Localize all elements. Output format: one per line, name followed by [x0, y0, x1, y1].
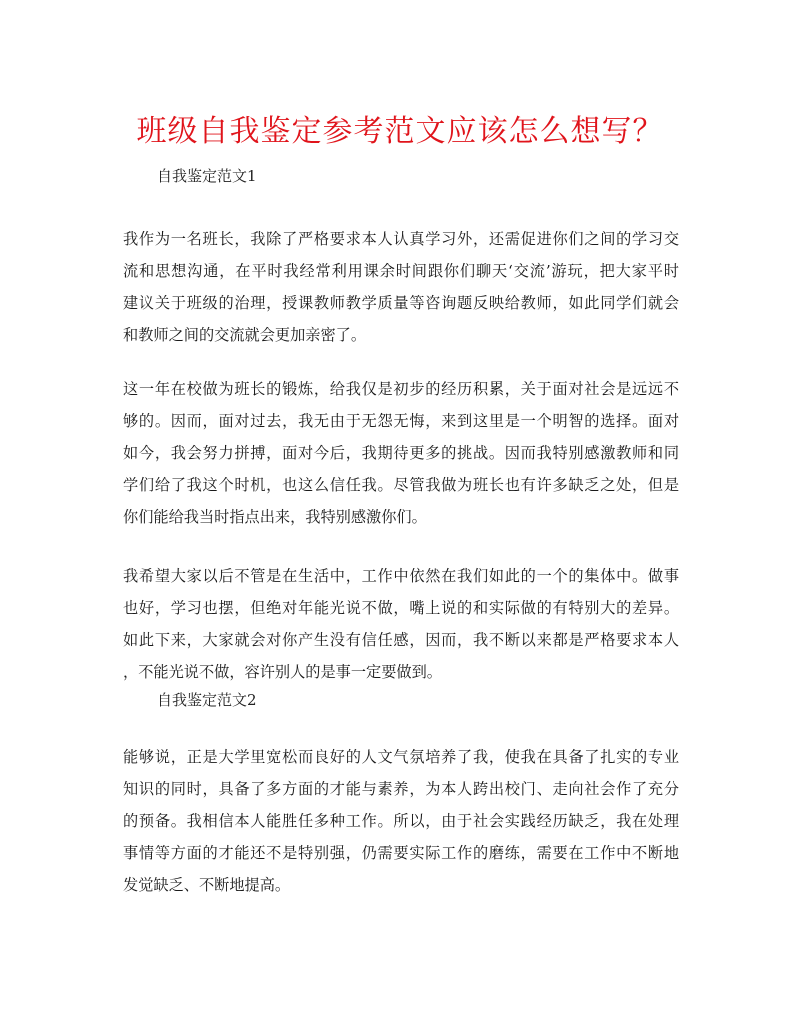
paragraph-line: 也好，学习也摆，但绝对年能光说不做，嘴上说的和实际做的有特别大的差异。 — [123, 599, 679, 617]
paragraph-line: 这一年在校做为班长的锻炼，给我仅是初步的经历积累，关于面对社会是远远不 — [123, 380, 679, 398]
paragraph-line: 够的。因而，面对过去，我无由于无怨无悔，来到这里是一个明智的选择。面对 — [123, 412, 679, 430]
paragraph-line: 事情等方面的才能还不是特别强，仍需要实际工作的磨练，需要在工作中不断地 — [123, 844, 679, 862]
paragraph-line: 知识的同时，具备了多方面的才能与素养，为本人跨出校门、走向社会作了充分 — [123, 780, 679, 798]
paragraph-line: 流和思想沟通，在平时我经常利用课余时间跟你们聊天‘交流’游玩，把大家平时 — [123, 262, 679, 280]
document-title: 班级自我鉴定参考范文应该怎么想写？ — [136, 114, 664, 149]
paragraph-line: 如此下来，大家就会对你产生没有信任感，因而，我不断以来都是严格要求本人 — [123, 631, 679, 649]
section-heading-2: 自我鉴定范文2 — [157, 691, 257, 709]
paragraph-line: 你们能给我当时指点出来，我特别感激你们。 — [123, 508, 427, 526]
paragraph-line: 学们给了我这个时机，也这么信任我。尽管我做为班长也有许多缺乏之处，但是 — [123, 476, 679, 494]
paragraph-line: 和教师之间的交流就会更加亲密了。 — [123, 326, 366, 344]
paragraph-line: 能够说，正是大学里宽松而良好的人文气氛培养了我，使我在具备了扎实的专业 — [123, 748, 679, 766]
paragraph-1 — [123, 223, 679, 351]
section-heading-1: 自我鉴定范文1 — [157, 167, 257, 185]
paragraph-line: ，不能光说不做，容许别人的是事一定要做到。 — [123, 663, 442, 681]
paragraph-line: 如今，我会努力拼搏，面对今后，我期待更多的挑战。因而我特别感激教师和同 — [123, 444, 679, 462]
paragraph-4 — [123, 741, 679, 901]
paragraph-line: 发觉缺乏、不断地提高。 — [123, 876, 291, 894]
paragraph-line: 我希望大家以后不管是在生活中，工作中依然在我们如此的一个的集体中。做事 — [123, 567, 679, 585]
paragraph-line: 建议关于班级的治理，授课教师教学质量等咨询题反映给教师，如此同学们就会 — [123, 294, 679, 312]
paragraph-3 — [123, 560, 679, 688]
paragraph-2 — [123, 373, 679, 533]
paragraph-line: 我作为一名班长，我除了严格要求本人认真学习外，还需促进你们之间的学习交 — [123, 230, 679, 248]
paragraph-line: 的预备。我相信本人能胜任多种工作。所以，由于社会实践经历缺乏，我在处理 — [123, 812, 679, 830]
